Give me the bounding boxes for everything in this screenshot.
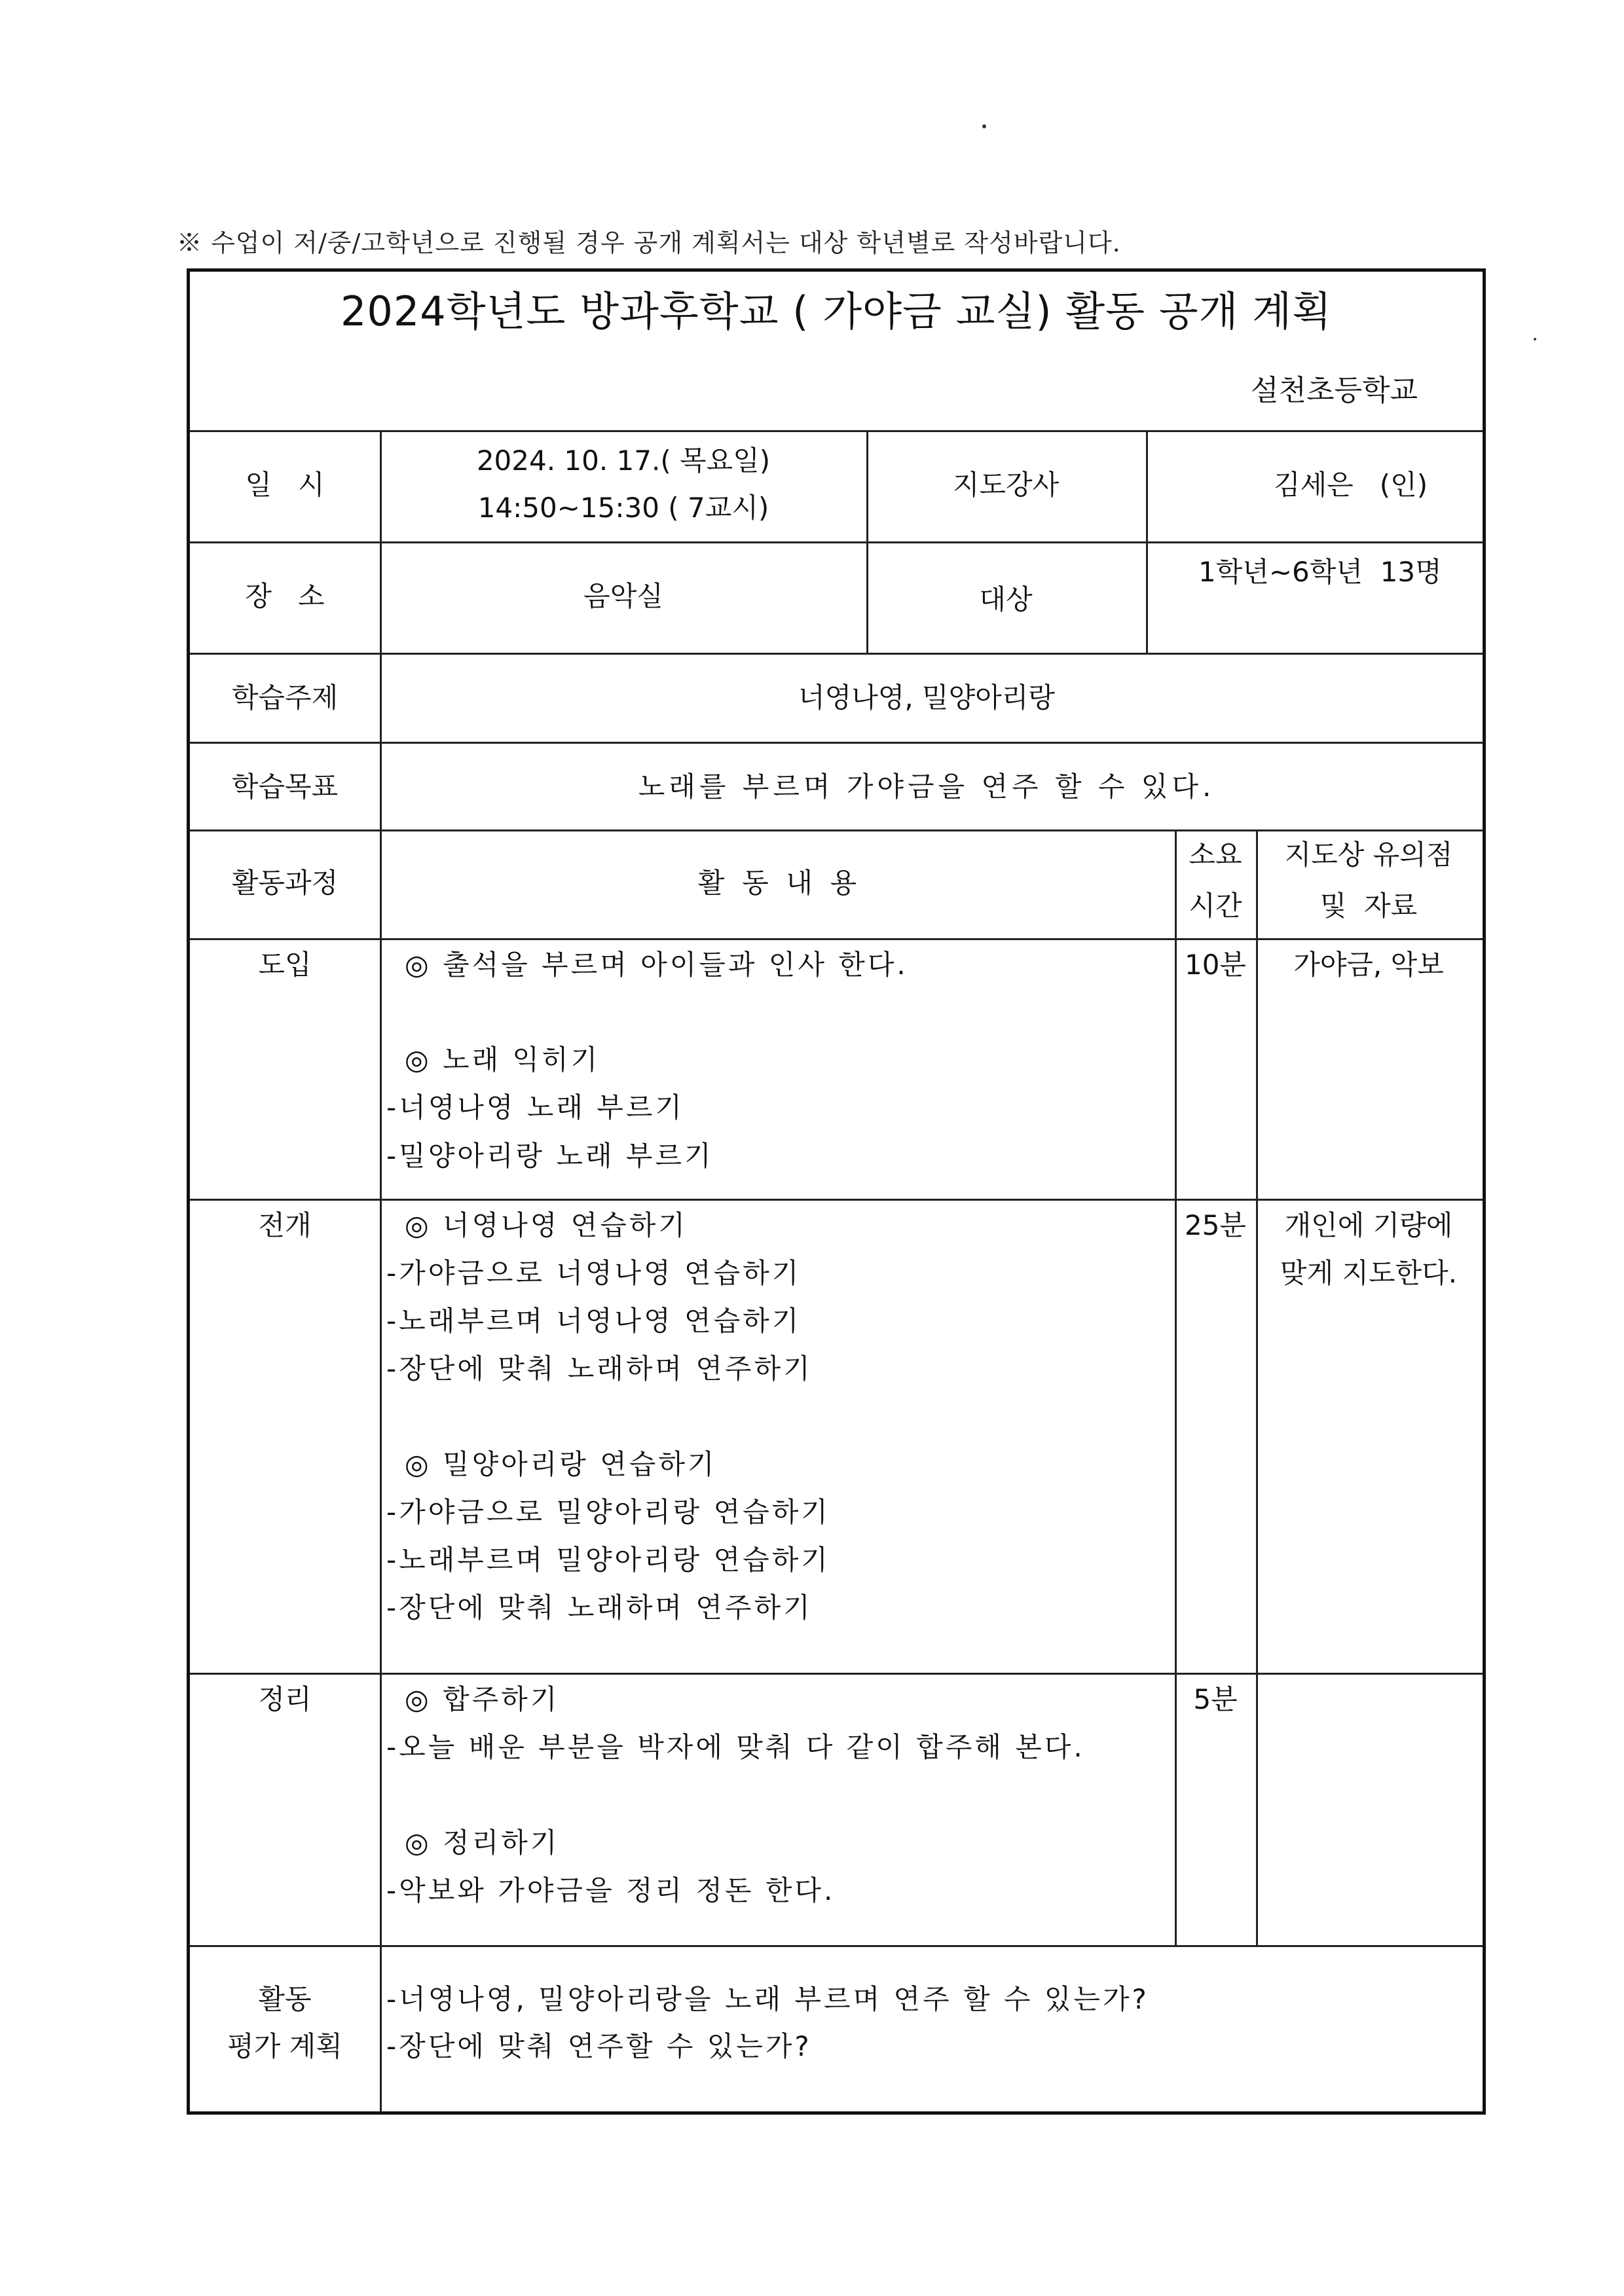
intro-line: ◎ 노래 익히기: [405, 1044, 600, 1076]
row-divider: [190, 1199, 1483, 1201]
school-name: 설천초등학교: [1251, 374, 1418, 407]
develop-line: -노래부르며 너영나영 연습하기: [386, 1305, 802, 1337]
goal-label: 학습목표: [231, 771, 339, 803]
develop-notes-line2: 맞게 지도한다.: [1280, 1257, 1458, 1289]
row-divider: [190, 653, 1483, 655]
col-divider: [1175, 829, 1177, 1945]
target-label: 대상: [979, 583, 1033, 615]
wrap-line: -악보와 가야금을 정리 정돈 한다.: [386, 1874, 836, 1906]
scan-speck: [1534, 338, 1536, 340]
develop-line: -장단에 맞춰 노래하며 연주하기: [386, 1592, 813, 1624]
col-divider: [1146, 430, 1148, 653]
place-value: 음악실: [583, 580, 663, 612]
header-time-line2: 시간: [1189, 890, 1242, 922]
col-divider: [380, 430, 382, 2111]
header-content: 활 동 내 용: [697, 867, 857, 899]
notice-text: ※ 수업이 저/중/고학년으로 진행될 경우 공개 계획서는 대상 학년별로 작성바랍니다.: [177, 228, 1121, 257]
topic-value: 너영나영, 밀양아리랑: [798, 682, 1055, 714]
intro-line: -너영나영 노래 부르기: [386, 1091, 685, 1123]
develop-notes-line1: 개인에 기량에: [1284, 1209, 1453, 1241]
place-label: 장 소: [245, 580, 325, 612]
instructor-label: 지도강사: [952, 469, 1060, 501]
evaluation-line: -장단에 맞춰 연주할 수 있는가?: [386, 2030, 812, 2062]
wrap-line: -오늘 배운 부분을 박자에 맞춰 다 같이 합주해 본다.: [386, 1731, 1085, 1763]
date-label: 일 시: [245, 469, 325, 501]
wrap-line: ◎ 정리하기: [405, 1827, 560, 1859]
intro-line: -밀양아리랑 노래 부르기: [386, 1140, 714, 1172]
wrap-time: 5분: [1193, 1683, 1238, 1715]
col-divider: [1256, 829, 1258, 1945]
instructor-value: 김세은 (인): [1274, 469, 1428, 501]
plan-table: [187, 268, 1486, 2115]
row-divider: [190, 1673, 1483, 1675]
stage-wrap: 정리: [258, 1683, 312, 1715]
header-time-line1: 소요: [1189, 839, 1242, 871]
develop-line: -가야금으로 너영나영 연습하기: [386, 1257, 802, 1289]
row-divider: [190, 829, 1483, 831]
develop-line: -장단에 맞춰 노래하며 연주하기: [386, 1353, 813, 1385]
evaluation-line: -너영나영, 밀양아리랑을 노래 부르며 연주 할 수 있는가?: [386, 1983, 1149, 2015]
evaluation-label-line2: 평가 계획: [227, 2030, 342, 2062]
intro-time: 10분: [1184, 949, 1247, 981]
evaluation-label-line1: 활동: [258, 1983, 312, 2015]
row-divider: [190, 938, 1483, 940]
date-line1: 2024. 10. 17.( 목요일): [476, 445, 771, 477]
date-line2: 14:50~15:30 ( 7교시): [477, 492, 769, 524]
page-title: 2024학년도 방과후학교 ( 가야금 교실) 활동 공개 계획: [340, 287, 1333, 335]
header-process: 활동과정: [231, 867, 339, 899]
topic-label: 학습주제: [231, 682, 339, 714]
row-divider: [190, 430, 1483, 432]
stage-develop: 전개: [258, 1209, 312, 1241]
develop-line: ◎ 너영나영 연습하기: [405, 1209, 688, 1241]
develop-line: ◎ 밀양아리랑 연습하기: [405, 1448, 717, 1480]
row-divider: [190, 541, 1483, 543]
header-notes-line1: 지도상 유의점: [1284, 839, 1453, 871]
intro-notes: 가야금, 악보: [1293, 949, 1444, 981]
develop-time: 25분: [1184, 1209, 1247, 1241]
develop-line: -노래부르며 밀양아리랑 연습하기: [386, 1544, 830, 1576]
row-divider: [190, 1945, 1483, 1947]
goal-value: 노래를 부르며 가야금을 연주 할 수 있다.: [638, 771, 1215, 803]
header-notes-line2: 및 자료: [1320, 890, 1418, 922]
intro-line: ◎ 출석을 부르며 아이들과 인사 한다.: [405, 949, 908, 981]
scan-speck: [982, 124, 986, 128]
stage-intro: 도입: [258, 949, 312, 981]
row-divider: [190, 742, 1483, 744]
wrap-line: ◎ 합주하기: [405, 1683, 560, 1715]
col-divider: [866, 430, 868, 653]
target-value: 1학년~6학년 13명: [1198, 556, 1442, 588]
develop-line: -가야금으로 밀양아리랑 연습하기: [386, 1496, 830, 1528]
